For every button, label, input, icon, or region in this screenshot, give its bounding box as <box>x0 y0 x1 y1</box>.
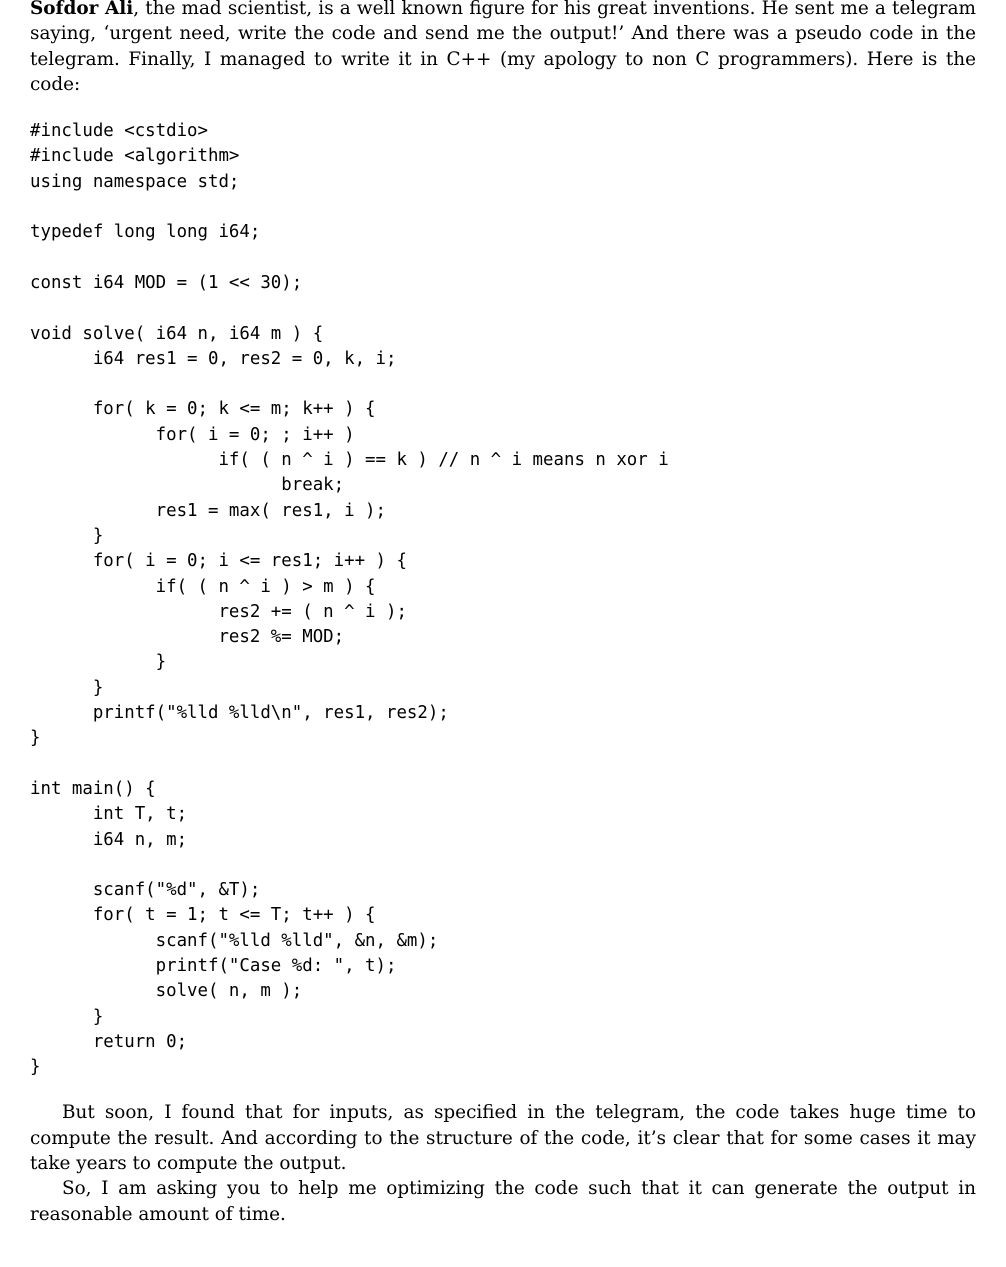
paragraph-2: But soon, I found that for inputs, as specified in the telegram, the code takes huge time to compute the result. And according to the structure of the code, it’s clear that for some cases it may take years to compute the output. <box>30 1102 976 1175</box>
paragraph-3: So, I am asking you to help me optimizing the code such that it can generate the output in reasonable amount of time. <box>30 1178 976 1225</box>
author-name: Sofdor Ali <box>30 0 134 19</box>
problem-statement <box>30 0 976 1227</box>
intro-text: , the mad scientist, is a well known figure for his great inventions. He sent me a telegram saying, ‘urgent need, write the code and send me the output!’ And there was a pseudo code in the telegram. Finally, I managed to write it in C++ (my apology to non C programmers). Here is the code: <box>30 0 976 95</box>
intro-paragraph <box>30 0 976 97</box>
code-listing: #include <cstdio> #include <algorithm> using namespace std; typedef long long i64; const i64 MOD = (1 << 30); void solve( i64 n, i64 m ) { i64 res1 = 0, res2 = 0, k, i; for( k = 0; k <= m; k++ ) { for( i = 0; ; i++ ) if( ( n ^ i ) == k ) // n ^ i means n xor i break; res1 = max( res1, i ); } for( i = 0; i <= res1; i++ ) { if( ( n ^ i ) > m ) { res2 += ( n ^ i ); res2 %= MOD; } } printf("%lld %lld\n", res1, res2); } int main() { int T, t; i64 n, m; scanf("%d", &T); for( t = 1; t <= T; t++ ) { scanf("%lld %lld", &n, &m); printf("Case %d: ", t); solve( n, m ); } return 0; } <box>30 121 669 1078</box>
